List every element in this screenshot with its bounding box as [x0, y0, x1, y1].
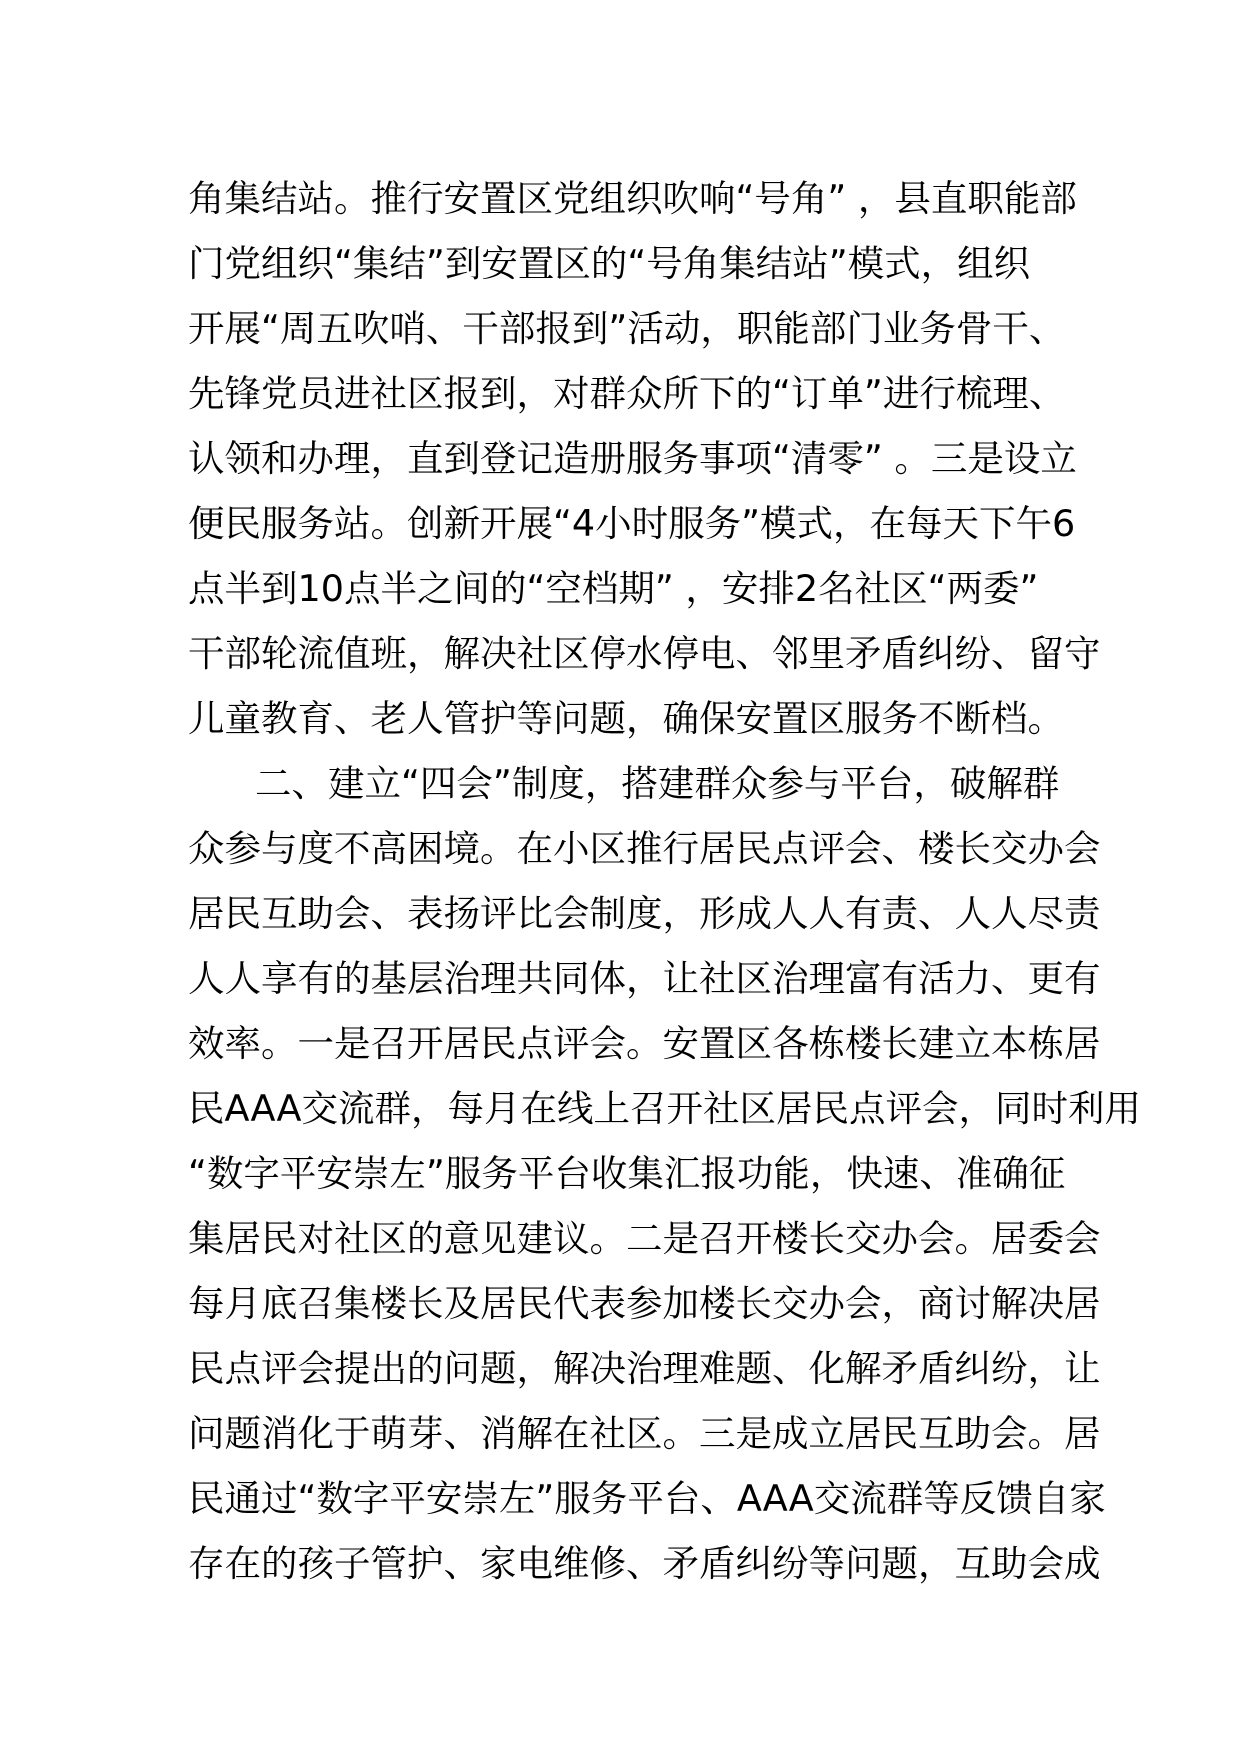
text-line: 认领和办理，直到登记造册服务事项“清零” 。三是设立 [188, 437, 1077, 480]
text-line: 存在的孩子管护、家电维修、矛盾纠纷等问题，互助会成 [188, 1542, 1101, 1585]
text-line: 开展“周五吹哨、干部报到”活动，职能部门业务骨干、 [188, 307, 1066, 350]
text-line: 民点评会提出的问题，解决治理难题、化解矛盾纠纷，让 [188, 1347, 1101, 1390]
text-line: 干部轮流值班，解决社区停水停电、邻里矛盾纠纷、留守 [188, 632, 1101, 675]
text-line: 民AAA交流群，每月在线上召开社区居民点评会，同时利用 [188, 1087, 1141, 1130]
text-line: 门党组织“集结”到安置区的“号角集结站”模式，组织 [188, 242, 1031, 285]
text-line: 每月底召集楼长及居民代表参加楼长交办会，商讨解决居 [188, 1282, 1101, 1325]
text-line: 便民服务站。创新开展“4小时服务”模式，在每天下午6 [188, 502, 1076, 545]
text-line: “数字平安崇左”服务平台收集汇报功能，快速、准确征 [188, 1152, 1066, 1195]
text-line: 先锋党员进社区报到，对群众所下的“订单”进行梳理、 [188, 372, 1066, 415]
text-line: 问题消化于萌芽、消解在社区。三是成立居民互助会。居 [188, 1412, 1101, 1455]
text-line: 集居民对社区的意见建议。二是召开楼长交办会。居委会 [188, 1217, 1101, 1260]
text-line: 居民互助会、表扬评比会制度，形成人人有责、人人尽责 [188, 892, 1101, 935]
text-line: 民通过“数字平安崇左”服务平台、AAA交流群等反馈自家 [188, 1477, 1106, 1520]
text-line: 角集结站。推行安置区党组织吹响“号角” ，县直职能部 [188, 177, 1077, 220]
text-line: 效率。一是召开居民点评会。安置区各栋楼长建立本栋居 [188, 1022, 1101, 1065]
text-line: 众参与度不高困境。在小区推行居民点评会、楼长交办会 [188, 827, 1101, 870]
section-heading-line: 二、建立“四会”制度，搭建群众参与平台，破解群 [255, 762, 1060, 805]
text-line: 点半到10点半之间的“空档期” ，安排2名社区“两委” [188, 567, 1039, 610]
body-text [188, 166, 1141, 1596]
text-line: 儿童教育、老人管护等问题，确保安置区服务不断档。 [188, 697, 1064, 740]
text-line: 人人享有的基层治理共同体，让社区治理富有活力、更有 [188, 957, 1101, 1000]
